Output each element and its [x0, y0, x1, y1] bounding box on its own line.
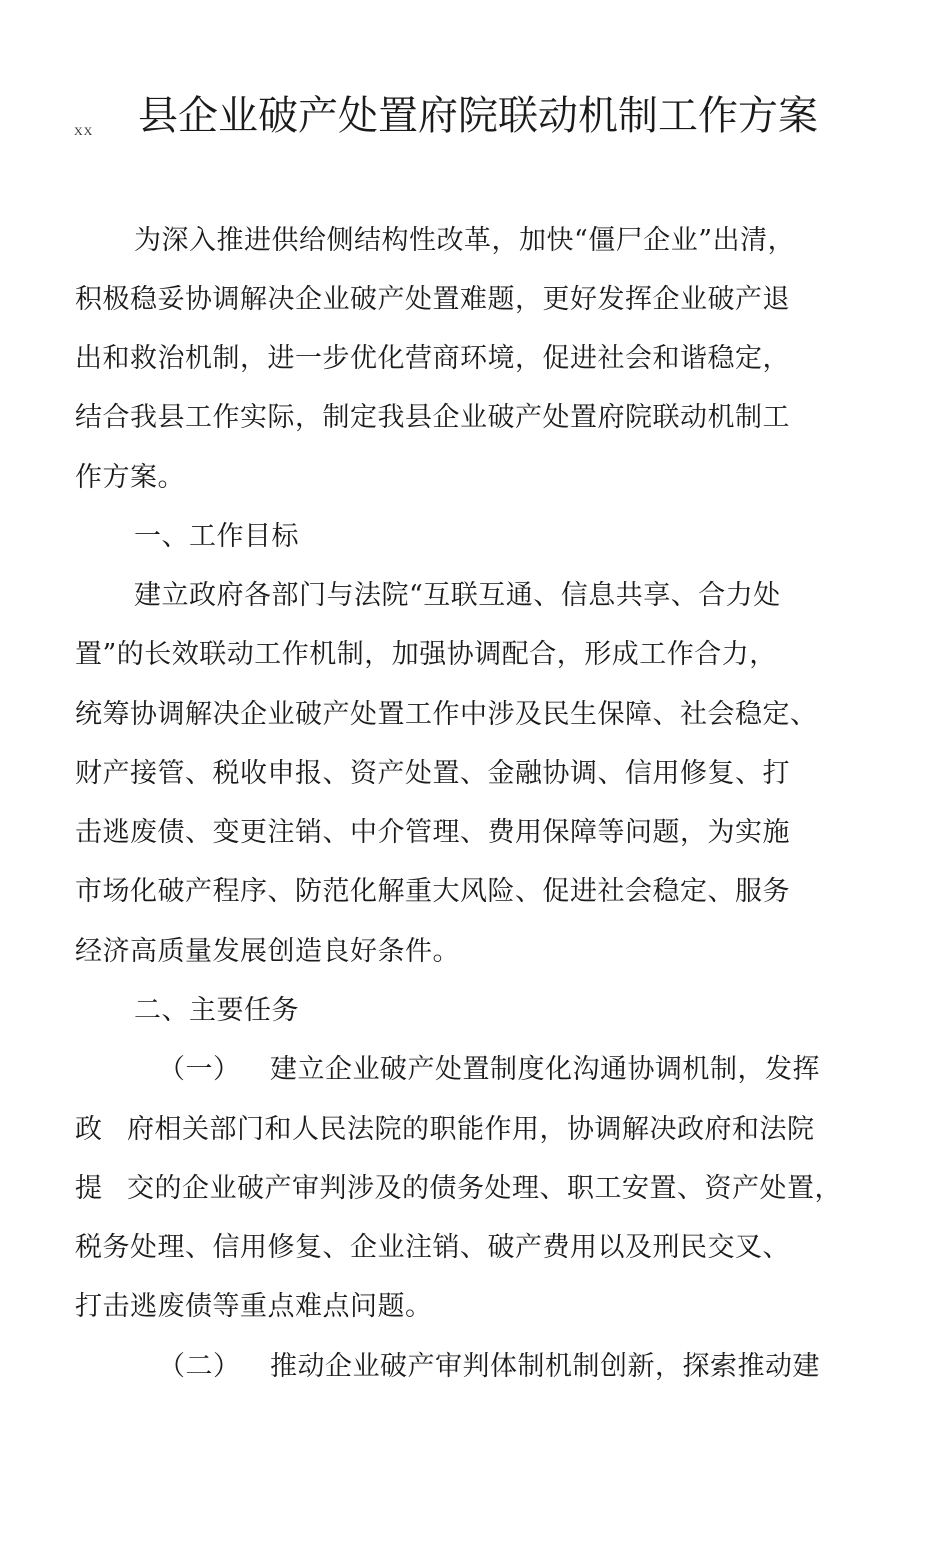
task-item-line: 建立企业破产处置制度化沟通协调机制，发挥 — [270, 1054, 820, 1085]
task-item-line-head: 提 — [75, 1173, 103, 1204]
goals-line: 统筹协调解决企业破产处置工作中涉及民生保障、社会稳定、 — [75, 699, 818, 730]
section-heading-goals: 一、工作目标 — [134, 521, 299, 552]
task-item-line: 交的企业破产审判涉及的债务处理、职工安置、资产处置， — [127, 1173, 842, 1204]
intro-line: 出和救治机制，进一步优化营商环境，促进社会和谐稳定， — [75, 343, 790, 374]
intro-line: 为深入推进供给侧结构性改革，加快“僵尸企业”出清， — [134, 225, 796, 256]
task-item-line: 府相关部门和人民法院的职能作用，协调解决政府和法院 — [127, 1114, 815, 1145]
goals-line: 财产接管、税收申报、资产处置、金融协调、信用修复、打 — [75, 758, 790, 789]
intro-line: 积极稳妥协调解决企业破产处置难题，更好发挥企业破产退 — [75, 284, 790, 315]
intro-line: 作方案。 — [75, 462, 185, 493]
task-item-number: （二） — [158, 1351, 241, 1382]
task-item-line: 打击逃废债等重点难点问题。 — [75, 1291, 433, 1322]
goals-line: 经济高质量发展创造良好条件。 — [75, 936, 460, 967]
goals-line: 建立政府各部门与法院“互联互通、信息共享、合力处 — [134, 580, 781, 611]
section-heading-tasks: 二、主要任务 — [134, 995, 299, 1026]
goals-line: 击逃废债、变更注销、中介管理、费用保障等问题，为实施 — [75, 817, 790, 848]
intro-line: 结合我县工作实际，制定我县企业破产处置府院联动机制工 — [75, 402, 790, 433]
document-title: 县企业破产处置府院联动机制工作方案 — [138, 93, 818, 139]
task-item-line: 推动企业破产审判体制机制创新，探索推动建 — [270, 1351, 820, 1382]
goals-line: 市场化破产程序、防范化解重大风险、促进社会稳定、服务 — [75, 876, 790, 907]
task-item-line: 税务处理、信用修复、企业注销、破产费用以及刑民交叉、 — [75, 1232, 790, 1263]
title-prefix: XX — [74, 124, 94, 138]
task-item-number: （一） — [158, 1054, 241, 1085]
goals-line: 置”的长效联动工作机制，加强协调配合，形成工作合力， — [75, 639, 777, 670]
task-item-line-head: 政 — [75, 1114, 103, 1145]
